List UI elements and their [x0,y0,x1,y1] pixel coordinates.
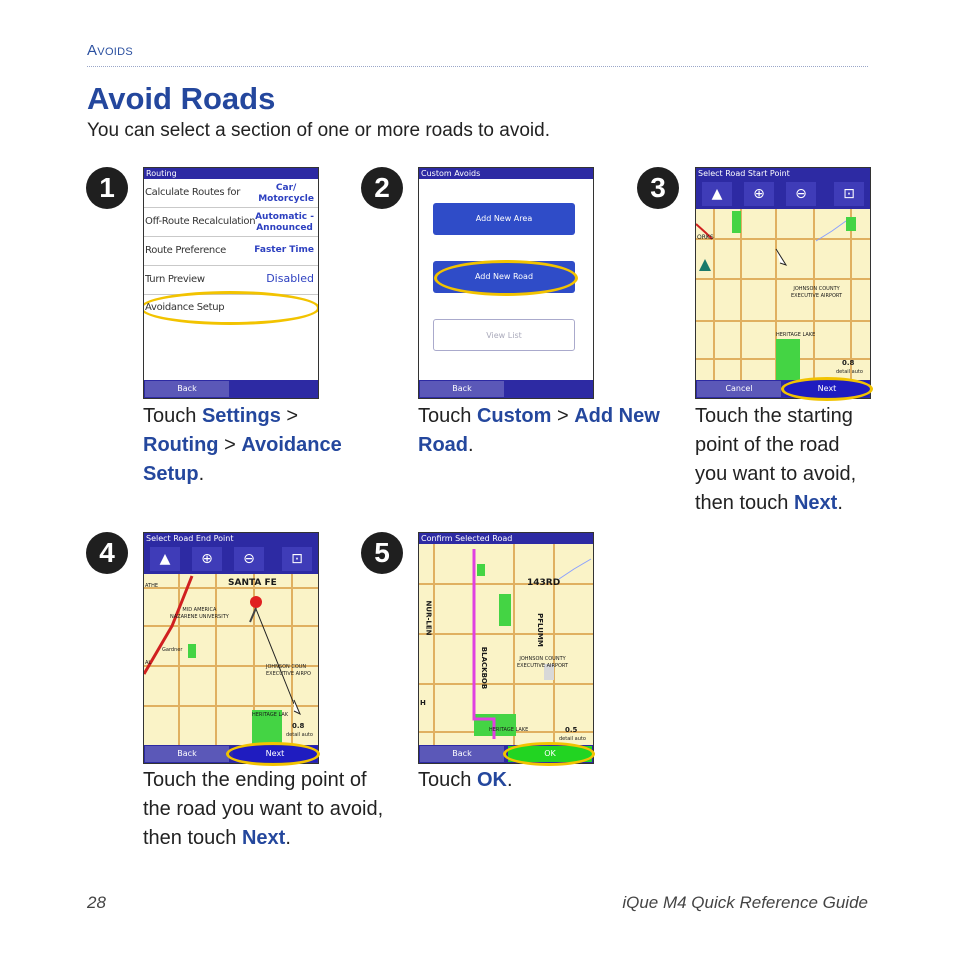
caption-text: . [837,492,843,514]
back-button[interactable]: Back [145,746,229,762]
north-arrow-icon[interactable]: ▲ [702,182,732,206]
routing-row-offroute[interactable]: Off-Route Recalculation Automatic - Announced [144,208,318,237]
highlight-next-button [226,742,320,766]
map-view[interactable]: ORKS JOHNSON COUNTY EXECUTIVE AIRPORT HERITAGE LAKE 0.8 detail auto [696,209,870,380]
back-button[interactable]: Back [420,381,504,397]
view-list-button[interactable]: View List [433,319,575,351]
screen-select-start-point [695,167,871,399]
caption-text: . [506,769,513,791]
step-number-3: 3 [637,167,679,209]
screen-select-end-point [143,532,319,764]
caption-text: . [198,463,205,485]
caption-highlight: Avoidance Setup [143,434,342,485]
routing-row-turn-preview[interactable]: Turn Preview Disabled [144,266,318,295]
map-toolbar [696,179,870,209]
add-new-road-button[interactable]: Add New Road [433,261,575,293]
caption-text: > [280,405,299,427]
caption-text: > [218,434,242,456]
caption-text: > [551,405,575,427]
next-button[interactable]: Next [233,746,317,762]
screen-title: Select Road Start Point [696,168,870,179]
zoom-in-icon[interactable]: ⊕ [744,182,774,206]
screen-title: Select Road End Point [144,533,318,544]
highlight-add-new-road [434,260,578,296]
map-view[interactable]: 143RD NUR-LEN PFLUMM BLACKBOB JOHNSON COUNTY EXECUTIVE AIRPORT HERITAGE LAKE H 0.5 detail auto [419,544,593,745]
back-button[interactable]: Back [420,746,504,762]
zoom-out-icon[interactable]: ⊖ [234,547,264,571]
screen-title: Confirm Selected Road [419,533,593,544]
north-arrow-icon[interactable]: ▲ [150,547,180,571]
caption-highlight: Settings [201,405,281,427]
step-number-4: 4 [86,532,128,574]
highlight-ok-button [503,742,595,766]
step-number-2: 2 [361,167,403,209]
caption-text: Touch [143,405,202,427]
caption-highlight: Routing [143,434,219,456]
step-number-1: 1 [86,167,128,209]
caption-text: . [285,827,291,849]
caption-highlight: Next [241,827,286,849]
add-new-area-button[interactable]: Add New Area [433,203,575,235]
ok-button[interactable]: OK [508,746,592,762]
caption-highlight: OK [476,769,507,791]
caption-text: Touch the ending point of the road you want to avoid, then touch [143,769,384,849]
step-number-5: 5 [361,532,403,574]
caption-highlight: Add New Road [418,405,660,456]
back-button[interactable]: Back [145,381,229,397]
routing-row-avoidance-setup[interactable]: Avoidance Setup [145,302,225,313]
caption-text: Touch [418,405,477,427]
highlight-avoidance-setup [143,291,319,325]
step-caption-3 [695,402,870,518]
zoom-fit-icon[interactable]: ⊡ [282,547,312,571]
next-button[interactable]: Next [785,381,869,397]
zoom-out-icon[interactable]: ⊖ [786,182,816,206]
caption-highlight: Next [793,492,838,514]
routing-row-calculate[interactable]: Calculate Routes for Car/ Motorcycle [144,179,318,208]
header-rule [87,66,868,67]
screen-title: Custom Avoids [419,168,593,179]
highlight-next-button [781,377,873,401]
step-caption-5 [418,766,618,795]
map-view[interactable]: SANTA FE ATHE MID AMERICA NAZARENE UNIVERSITY Gardner AL JOHNSON COUN EXECUTIVE AIRPO HERITAGE LAK 0.8 detail auto [144,574,318,745]
caption-text: . [468,434,474,456]
caption-highlight: Custom [476,405,552,427]
map-toolbar [144,544,318,574]
guide-title: iQue M4 Quick Reference Guide [622,893,868,912]
caption-text: Touch [418,769,477,791]
screen-title: Routing [144,168,318,179]
page-number: 28 [87,893,106,912]
step-caption-4 [143,766,398,853]
step-caption-1 [143,402,358,489]
screen-routing [143,167,319,399]
screen-custom-avoids [418,167,594,399]
section-label: Avoids [87,42,134,59]
intro-text: You can select a section of one or more roads to avoid. [87,120,550,141]
cancel-button[interactable]: Cancel [697,381,781,397]
routing-row-preference[interactable]: Route Preference Faster Time [144,237,318,266]
zoom-fit-icon[interactable]: ⊡ [834,182,864,206]
page-title: Avoid Roads [87,81,276,116]
zoom-in-icon[interactable]: ⊕ [192,547,222,571]
step-caption-2 [418,402,673,460]
screen-confirm-road [418,532,594,764]
caption-text: Touch the starting point of the road you want to avoid, then touch [695,405,857,514]
